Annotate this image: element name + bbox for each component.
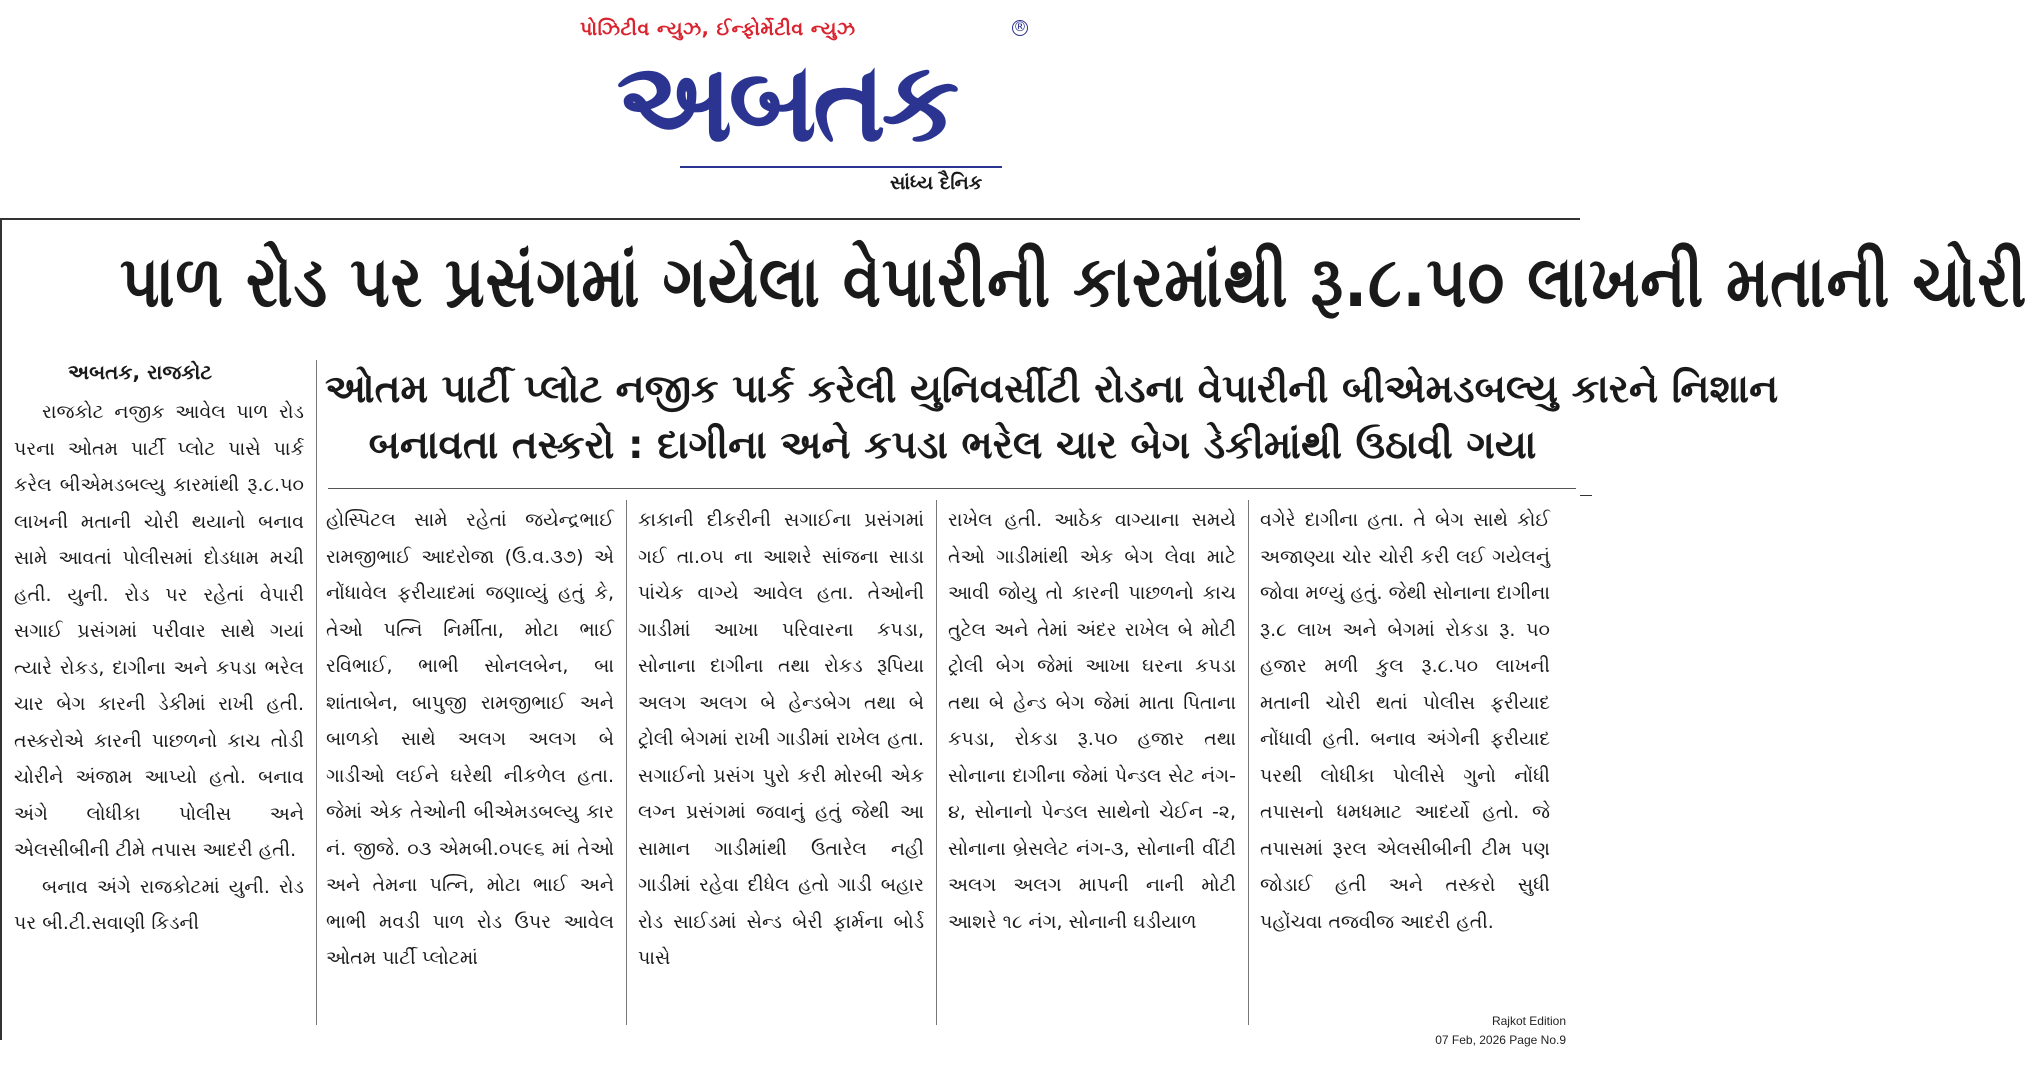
- newspaper-logo: અબતક: [616, 38, 956, 166]
- article-column: [14, 394, 304, 942]
- article-paragraph: રાજકોટ નજીક આવેલ પાળ રોડ પરના ઓતમ પાર્ટી પ્લોટ પાસે પાર્ક કરેલ બીએમડબલ્યુ કારમાંથી રૂ.૮.૫૦ લાખની મતાની ચોરી થયાનો બનાવ સામે આવતાં પોલીસમાં દોડધામ મચી હતી. યુની. રોડ પર રહેતાં વેપારી સગાઈ પ્રસંગમાં પરીવાર સાથે ગયાં ત્યારે રોકડ, દાગીના અને કપડા ભરેલ ચાર બેગ કારની ડેકીમાં રાખી હતી. તસ્કરોએ કારની પાછળનો કાચ તોડી ચોરીને અંજામ આપ્યો હતો. બનાવ અંગે લોધીકા પોલીસ અને એલસીબીની ટીમે તપાસ આદરી હતી.: [14, 401, 304, 861]
- article-column: [326, 502, 614, 977]
- article-paragraph: કાકાની દીકરીની સગાઈના પ્રસંગમાં ગઈ તા.૦૫ ના આશરે સાંજના સાડા પાંચેક વાગ્યે આવેલ હતા. તેઓની ગાડીમાં આખા પરિવારના કપડા, સોનાના દાગીના તથા રોકડ રૂપિયા અલગ અલગ બે હેન્ડબેગ તથા બે ટ્રોલી બેગમાં રાખી ગાડીમાં રાખેલ હતા. સગાઈનો પ્રસંગ પુરો કરી મોરબી એક લગ્ન પ્રસંગમાં જવાનું હતું જેથી આ સામાન ગાડીમાંથી ઉતારેલ નહી ગાડીમાં રહેવા દીધેલ હતો ગાડી બહાર રોડ સાઈડમાં સેન્ડ બેરી ફાર્મના બોર્ડ પાસે: [638, 509, 924, 969]
- masthead-tagline: પોઝિટીવ ન્યુઝ, ઈન્ફોર્મેટીવ ન્યુઝ: [580, 18, 856, 40]
- article-paragraph: બનાવ અંગે રાજકોટમાં યુની. રોડ પર બી.ટી.સવાણી કિડની: [14, 875, 304, 934]
- masthead: [560, 14, 1030, 204]
- column-divider: [316, 360, 317, 1025]
- article-column: [948, 502, 1236, 940]
- subheadline-divider: [328, 488, 1576, 489]
- article-column: [1260, 502, 1550, 940]
- column-divider: [1248, 500, 1249, 1025]
- article-paragraph: હોસ્પિટલ સામે રહેતાં જયેન્દ્રભાઈ રામજીભાઈ આદરોજા (ઉ.વ.૩૭) એ નોંધાવેલ ફરીયાદમાં જણાવ્યું હતું કે, તેઓ પત્નિ નિર્મીતા, મોટા ભાઈ રવિભાઈ, ભાભી સોનલબેન, બા શાંતાબેન, બાપુજી રામજીભાઈ અને બાળકો સાથે અલગ અલગ બે ગાડીઓ લઈને ઘરેથી નીકળેલ હતા. જેમાં એક તેઓની બીએમડબલ્યુ કાર નં. જીજે. ૦૩ એમબી.૦૫૯૬ માં તેઓ અને તેમના પત્નિ, મોટા ભાઈ અને ભાભી મવડી પાળ રોડ ઉપર આવેલ ઓતમ પાર્ટી પ્લોટમાં: [326, 509, 614, 969]
- left-border: [0, 220, 2, 1040]
- top-divider: [0, 218, 1580, 220]
- edition-name: Rajkot Edition: [1491, 1014, 1566, 1028]
- article-subheadline: [325, 362, 1779, 474]
- edition-footer: [1435, 1012, 1566, 1050]
- registered-mark-icon: ®: [1013, 20, 1027, 35]
- article-paragraph: રાખેલ હતી. આઠેક વાગ્યાના સમયે તેઓ ગાડીમાંથી એક બેગ લેવા માટે આવી જોયુ તો કારની પાછળનો કાચ તુટેલ અને તેમાં અંદર રાખેલ બે મોટી ટ્રોલી બેગ જેમાં આખા ઘરના કપડા તથા બે હેન્ડ બેગ જેમાં માતા પિતાના કપડા, રોકડા રૂ.૫૦ હજાર તથા સોનાના દાગીના જેમાં પેન્ડલ સેટ નંગ- ૪, સોનાનો પેન્ડલ સાથેનો ચેઈન -૨, સોનાના બ્રેસલેટ નંગ-૩, સોનાની વીંટી અલગ અલગ માપની નાની મોટી આશરે ૧૮ નંગ, સોનાની ઘડીયાળ: [948, 509, 1236, 933]
- article-column: [638, 502, 924, 977]
- subheadline-line: ઓતમ પાર્ટી પ્લોટ નજીક પાર્ક કરેલી યુનિવર્સીટી રોડના વેપારીની બીએમડબલ્યુ કારને નિશાન: [325, 367, 1779, 412]
- article-paragraph: વગેરે દાગીના હતા. તે બેગ સાથે કોઈ અજાણ્યા ચોર ચોરી કરી લઈ ગયેલનું જોવા મળ્યું હતું. જેથી સોનાના દાગીના રૂ.૮ લાખ અને બેગમાં રોકડા રૂ. ૫૦ હજાર મળી કુલ રૂ.૮.૫૦ લાખની મતાની ચોરી થતાં પોલીસ ફરીયાદ નોંધાવી હતી. બનાવ અંગેની ફરીયાદ પરથી લોધીકા પોલીસે ગુનો નોંધી તપાસનો ધમધમાટ આદર્યો હતો. જે તપાસમાં રૂરલ એલસીબીની ટીમ પણ જોડાઈ હતી અને તસ્કરો સુધી પહોંચવા તજવીજ આદરી હતી.: [1260, 509, 1550, 933]
- column-divider: [626, 500, 627, 1025]
- article-dateline: અબતક, રાજકોટ: [68, 360, 213, 384]
- subheadline-line: બનાવતા તસ્કરો : દાગીના અને કપડા ભરેલ ચાર બેગ ડેકીમાંથી ઉઠાવી ગયા: [368, 423, 1537, 468]
- margin-tick: [1580, 495, 1592, 496]
- column-divider: [936, 500, 937, 1025]
- edition-date-page: 07 Feb, 2026 Page No.9: [1435, 1033, 1566, 1047]
- masthead-subtitle: સાંધ્ય દૈનિક: [890, 172, 983, 194]
- article-headline: પાળ રોડ પર પ્રસંગમાં ગયેલા વેપારીની કારમાંથી રૂ.૮.૫૦ લાખની મતાની ચોરી: [119, 240, 2027, 323]
- logo-underline: [680, 166, 1002, 168]
